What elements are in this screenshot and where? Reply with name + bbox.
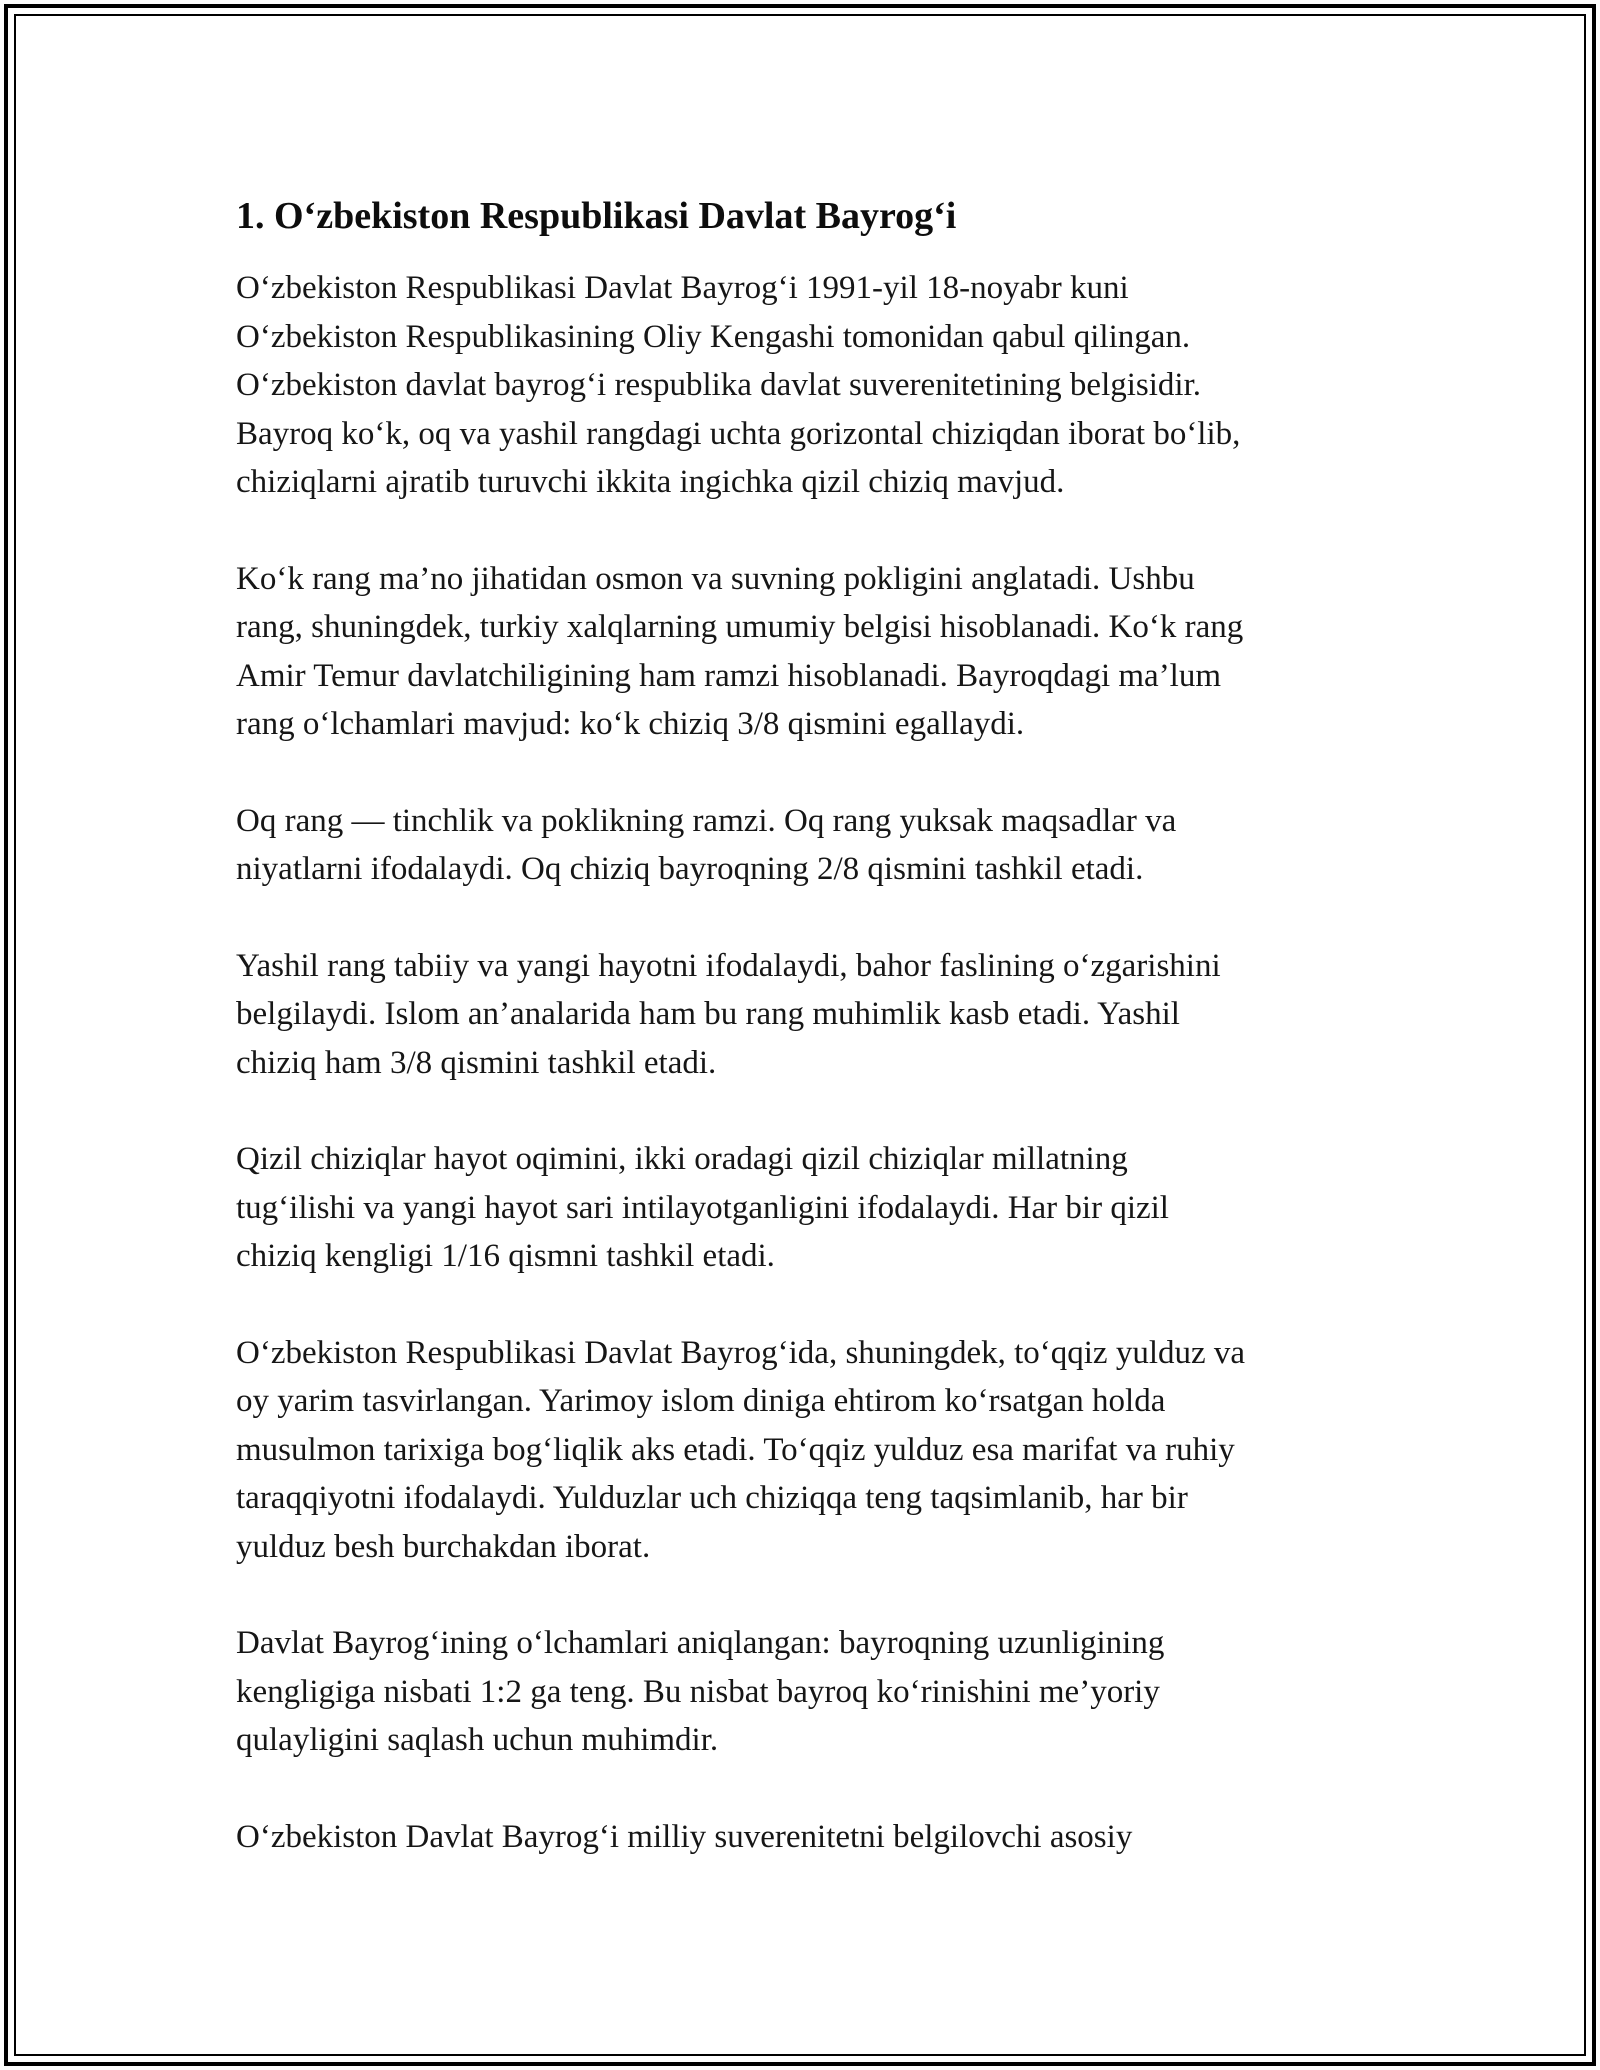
text-line: Ko‘k rang ma’no jihatidan osmon va suvning pokligini anglatadi. Ushbu — [236, 560, 1195, 597]
text-line: oy yarim tasvirlangan. Yarimoy islom diniga ehtirom ko‘rsatgan holda — [236, 1383, 1166, 1419]
text-line: qulayligini saqlash uchun muhimdir. — [236, 1722, 719, 1758]
text-line: O‘zbekiston davlat bayrog‘i respublika davlat suverenitetining belgisidir. — [236, 367, 1202, 403]
text-line: O‘zbekiston Davlat Bayrog‘i milliy suverenitetni belgilovchi asosiy — [236, 1818, 1133, 1855]
text-line: kengligiga nisbati 1:2 ga teng. Bu nisbat bayroq ko‘rinishini me’yoriy — [236, 1673, 1160, 1710]
text-line: rang, shuningdek, turkiy xalqlarning umumiy belgisi hisoblanadi. Ko‘k rang — [236, 609, 1244, 645]
text-line: Oq rang — tinchlik va poklikning ramzi. Oq rang yuksak maqsadlar va — [236, 802, 1177, 839]
paragraph-sovereignty — [236, 1813, 1376, 1862]
paragraph-green — [236, 942, 1376, 1088]
paragraph-proportions — [236, 1619, 1376, 1765]
paragraph-red — [236, 1135, 1376, 1281]
text-line: Bayroq ko‘k, oq va yashil rangdagi uchta gorizontal chiziqdan iborat bo‘lib, — [236, 415, 1241, 452]
text-line: Yashil rang tabiiy va yangi hayotni ifodalaydi, bahor faslining o‘zgarishini — [236, 947, 1221, 984]
text-line: Davlat Bayrog‘ining o‘lchamlari aniqlangan: bayroqning uzunligining — [236, 1625, 1165, 1661]
text-line: niyatlarni ifodalaydi. Oq chiziq bayroqning 2/8 qismini tashkil etadi. — [236, 851, 1144, 887]
text-line: yulduz besh burchakdan iborat. — [236, 1528, 651, 1565]
text-line: O‘zbekiston Respublikasi Davlat Bayrog‘i 1991-yil 18-noyabr kuni — [236, 270, 1129, 306]
text-line: taraqqiyotni ifodalaydi. Yulduzlar uch chiziqqa teng taqsimlanib, har bir — [236, 1480, 1188, 1516]
text-line: Qizil chiziqlar hayot oqimini, ikki oradagi qizil chiziqlar millatning — [236, 1141, 1128, 1177]
document-body — [236, 188, 1376, 1861]
text-line: chiziq ham 3/8 qismini tashkil etadi. — [236, 1044, 717, 1081]
text-line: tug‘ilishi va yangi hayot sari intilayotganligini ifodalaydi. Har bir qizil — [236, 1189, 1169, 1226]
paragraph-adoption — [236, 264, 1376, 507]
paragraph-stars — [236, 1329, 1376, 1572]
text-line: musulmon tarixiga bog‘liqlik aks etadi. To‘qqiz yulduz esa marifat va ruhiy — [236, 1431, 1235, 1468]
paragraph-white — [236, 797, 1376, 894]
text-line: O‘zbekiston Respublikasi Davlat Bayrog‘ida, shuningdek, to‘qqiz yulduz va — [236, 1334, 1246, 1371]
text-line: rang o‘lchamlari mavjud: ko‘k chiziq 3/8 qismini egallaydi. — [236, 706, 1025, 742]
text-line: chiziq kengligi 1/16 qismni tashkil etadi. — [236, 1238, 775, 1274]
paragraph-blue — [236, 555, 1376, 749]
text-line: Amir Temur davlatchiligining ham ramzi hisoblanadi. Bayroqdagi ma’lum — [236, 657, 1222, 694]
text-line: chiziqlarni ajratib turuvchi ikkita ingichka qizil chiziq mavjud. — [236, 464, 1065, 500]
document-title: 1. O‘zbekiston Respublikasi Davlat Bayrog‘i — [236, 195, 957, 237]
text-line: belgilaydi. Islom an’analarida ham bu rang muhimlik kasb etadi. Yashil — [236, 996, 1180, 1032]
text-line: O‘zbekiston Respublikasining Oliy Kengashi tomonidan qabul qilingan. — [236, 318, 1191, 355]
